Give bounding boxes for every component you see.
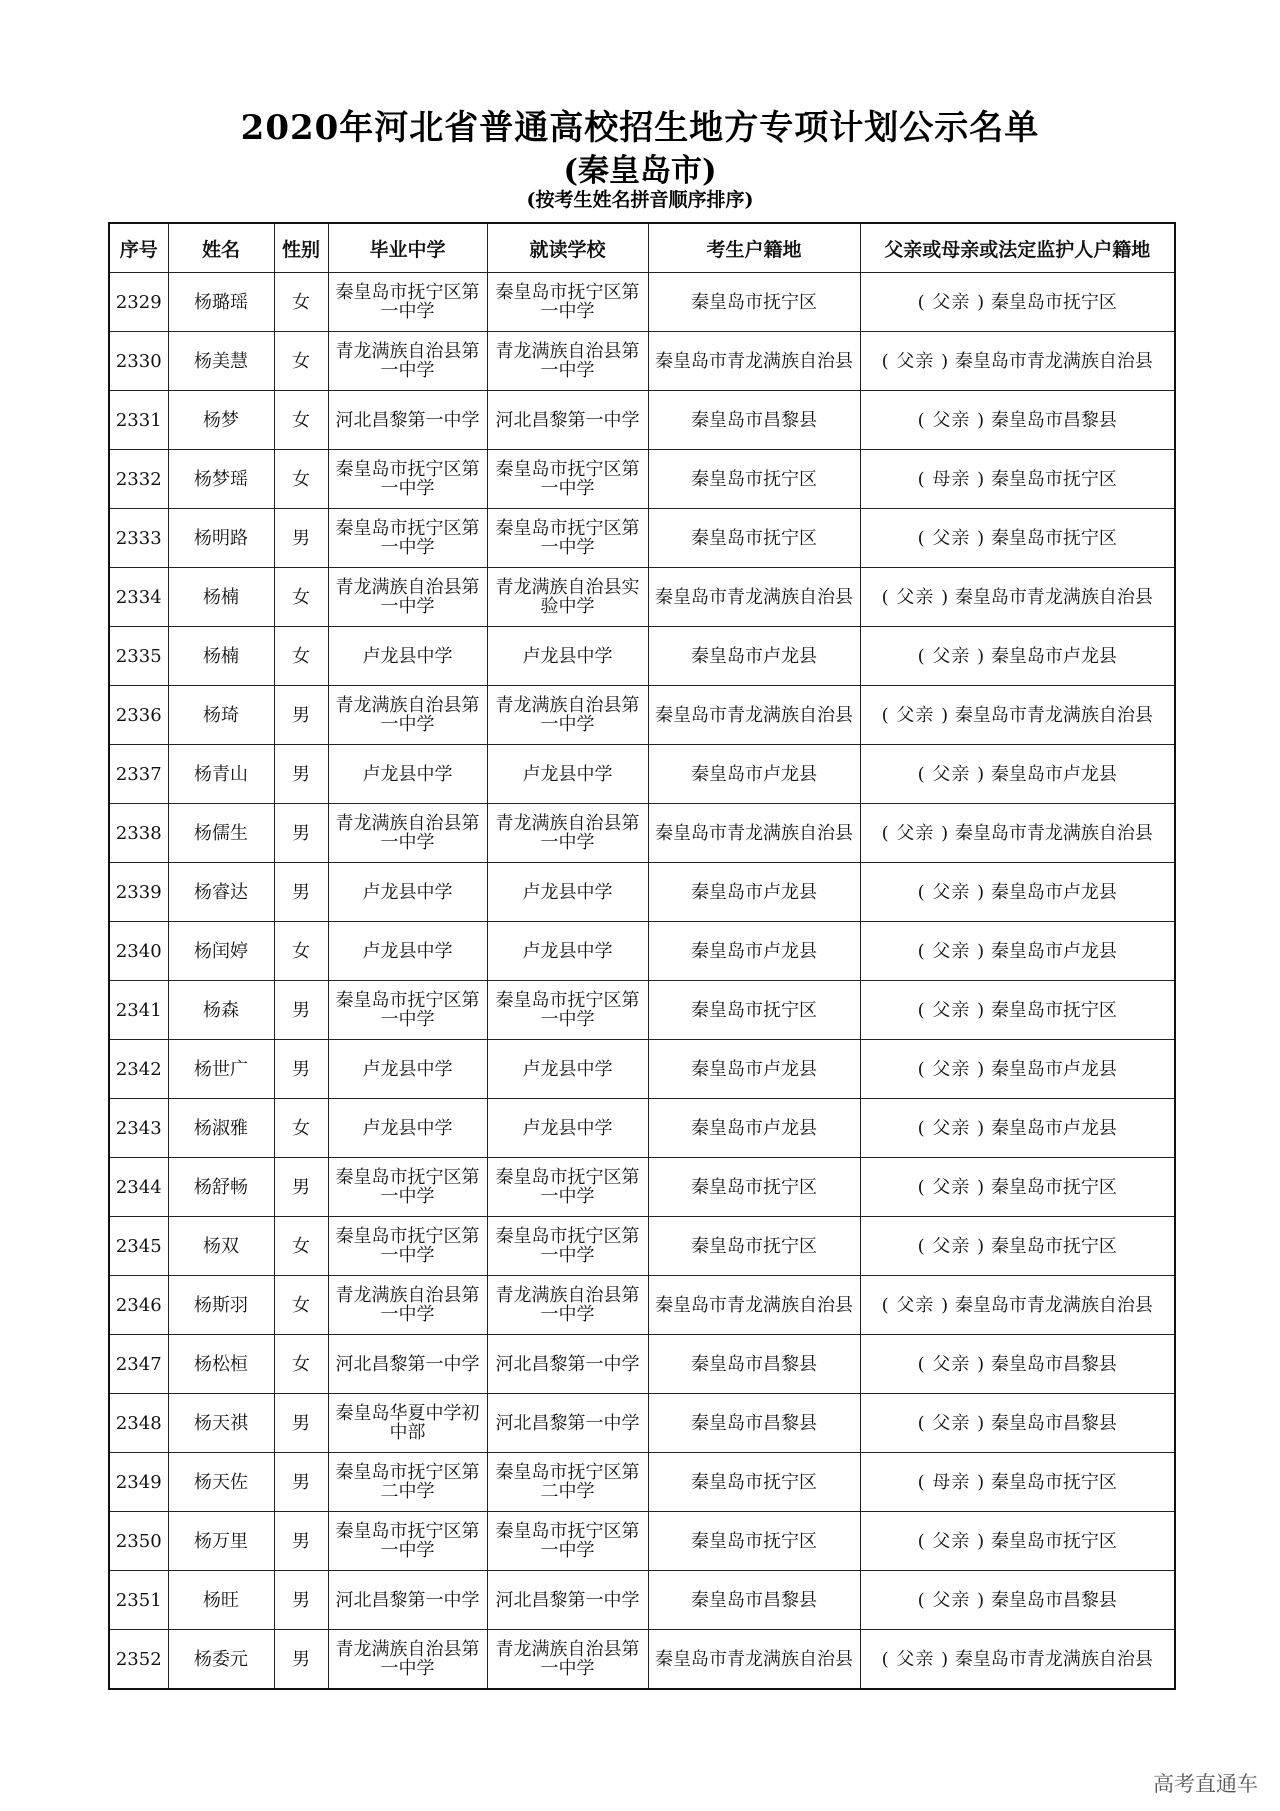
cell-household: 秦皇岛市抚宁区: [648, 273, 860, 332]
cell-seq: 2345: [109, 1217, 168, 1276]
cell-household: 秦皇岛市青龙满族自治县: [648, 332, 860, 391]
cell-study-school: 青龙满族自治县第一中学: [487, 1630, 648, 1690]
guardian-place: 秦皇岛市抚宁区: [990, 1235, 1117, 1257]
cell-household: 秦皇岛市青龙满族自治县: [648, 568, 860, 627]
cell-name: 杨斯羽: [168, 1276, 274, 1335]
cell-grad-school: 秦皇岛市抚宁区第二中学: [328, 1453, 487, 1512]
cell-grad-school: 秦皇岛市抚宁区第一中学: [328, 509, 487, 568]
table-row: [109, 745, 1175, 804]
cell-guardian-household: [860, 332, 1175, 391]
guardian-relation: ( 父亲 ): [917, 999, 986, 1021]
guardian-place: 秦皇岛市昌黎县: [990, 1589, 1117, 1611]
sort-note: (按考生姓名拼音顺序排序): [526, 189, 754, 211]
cell-household: 秦皇岛市青龙满族自治县: [648, 1276, 860, 1335]
watermark-text: 高考直通车: [1153, 1772, 1258, 1796]
header-row: [109, 223, 1175, 273]
cell-grad-school: 秦皇岛市抚宁区第一中学: [328, 1158, 487, 1217]
cell-gender: 男: [274, 1512, 328, 1571]
cell-household: 秦皇岛市抚宁区: [648, 1217, 860, 1276]
cell-guardian-household: [860, 1630, 1175, 1690]
guardian-relation: ( 父亲 ): [881, 704, 950, 726]
cell-name: 杨舒畅: [168, 1158, 274, 1217]
guardian-place: 秦皇岛市抚宁区: [990, 291, 1117, 313]
cell-seq: 2339: [109, 863, 168, 922]
cell-gender: 女: [274, 273, 328, 332]
cell-grad-school: 秦皇岛市抚宁区第一中学: [328, 273, 487, 332]
cell-grad-school: 秦皇岛市抚宁区第一中学: [328, 450, 487, 509]
cell-seq: 2342: [109, 1040, 168, 1099]
cell-gender: 女: [274, 391, 328, 450]
guardian-place: 秦皇岛市抚宁区: [990, 468, 1117, 490]
guardian-relation: ( 父亲 ): [917, 1353, 986, 1375]
cell-guardian-household: [860, 1040, 1175, 1099]
cell-guardian-household: [860, 1158, 1175, 1217]
guardian-relation: ( 父亲 ): [917, 645, 986, 667]
guardian-place: 秦皇岛市卢龙县: [990, 881, 1117, 903]
guardian-place: 秦皇岛市青龙满族自治县: [954, 704, 1153, 726]
cell-seq: 2350: [109, 1512, 168, 1571]
guardian-place: 秦皇岛市抚宁区: [990, 1530, 1117, 1552]
table-row: [109, 1217, 1175, 1276]
guardian-relation: ( 父亲 ): [917, 881, 986, 903]
cell-name: 杨美慧: [168, 332, 274, 391]
header-seq: 序号: [109, 223, 168, 273]
cell-name: 杨楠: [168, 627, 274, 686]
table-row: [109, 627, 1175, 686]
cell-name: 杨梦: [168, 391, 274, 450]
cell-study-school: 河北昌黎第一中学: [487, 1335, 648, 1394]
guardian-relation: ( 父亲 ): [881, 1294, 950, 1316]
guardian-place: 秦皇岛市青龙满族自治县: [954, 350, 1153, 372]
cell-seq: 2333: [109, 509, 168, 568]
cell-name: 杨璐瑶: [168, 273, 274, 332]
cell-guardian-household: [860, 391, 1175, 450]
cell-guardian-household: [860, 804, 1175, 863]
guardian-relation: ( 父亲 ): [917, 1530, 986, 1552]
cell-grad-school: 秦皇岛华夏中学初中部: [328, 1394, 487, 1453]
cell-household: 秦皇岛市卢龙县: [648, 745, 860, 804]
cell-guardian-household: [860, 1335, 1175, 1394]
cell-household: 秦皇岛市卢龙县: [648, 627, 860, 686]
header-name: 姓名: [168, 223, 274, 273]
cell-household: 秦皇岛市抚宁区: [648, 1512, 860, 1571]
table-row: [109, 1040, 1175, 1099]
guardian-place: 秦皇岛市卢龙县: [990, 940, 1117, 962]
cell-guardian-household: [860, 1276, 1175, 1335]
cell-household: 秦皇岛市卢龙县: [648, 1040, 860, 1099]
cell-seq: 2331: [109, 391, 168, 450]
table-row: [109, 1453, 1175, 1512]
guardian-place: 秦皇岛市青龙满族自治县: [954, 1648, 1153, 1670]
cell-study-school: 秦皇岛市抚宁区第二中学: [487, 1453, 648, 1512]
guardian-place: 秦皇岛市青龙满族自治县: [954, 586, 1153, 608]
guardian-place: 秦皇岛市昌黎县: [990, 1353, 1117, 1375]
cell-name: 杨松桓: [168, 1335, 274, 1394]
cell-seq: 2330: [109, 332, 168, 391]
table-row: [109, 273, 1175, 332]
cell-household: 秦皇岛市卢龙县: [648, 1099, 860, 1158]
cell-study-school: 青龙满族自治县第一中学: [487, 332, 648, 391]
cell-grad-school: 青龙满族自治县第一中学: [328, 568, 487, 627]
cell-study-school: 秦皇岛市抚宁区第一中学: [487, 509, 648, 568]
cell-guardian-household: [860, 627, 1175, 686]
cell-seq: 2335: [109, 627, 168, 686]
cell-guardian-household: [860, 1453, 1175, 1512]
cell-study-school: 河北昌黎第一中学: [487, 1394, 648, 1453]
cell-name: 杨儒生: [168, 804, 274, 863]
cell-name: 杨天祺: [168, 1394, 274, 1453]
cell-seq: 2351: [109, 1571, 168, 1630]
cell-name: 杨楠: [168, 568, 274, 627]
cell-household: 秦皇岛市青龙满族自治县: [648, 804, 860, 863]
cell-seq: 2334: [109, 568, 168, 627]
cell-seq: 2352: [109, 1630, 168, 1690]
cell-household: 秦皇岛市抚宁区: [648, 981, 860, 1040]
cell-guardian-household: [860, 1571, 1175, 1630]
cell-seq: 2347: [109, 1335, 168, 1394]
cell-gender: 男: [274, 804, 328, 863]
cell-name: 杨梦瑶: [168, 450, 274, 509]
cell-grad-school: 秦皇岛市抚宁区第一中学: [328, 1512, 487, 1571]
cell-study-school: 河北昌黎第一中学: [487, 391, 648, 450]
cell-guardian-household: [860, 1394, 1175, 1453]
guardian-relation: ( 父亲 ): [881, 350, 950, 372]
cell-guardian-household: [860, 686, 1175, 745]
table-row: [109, 1276, 1175, 1335]
cell-household: 秦皇岛市抚宁区: [648, 1453, 860, 1512]
cell-name: 杨委元: [168, 1630, 274, 1690]
table-row: [109, 686, 1175, 745]
cell-guardian-household: [860, 450, 1175, 509]
guardian-relation: ( 父亲 ): [917, 940, 986, 962]
cell-seq: 2349: [109, 1453, 168, 1512]
table-row: [109, 922, 1175, 981]
cell-study-school: 卢龙县中学: [487, 922, 648, 981]
guardian-place: 秦皇岛市青龙满族自治县: [954, 822, 1153, 844]
cell-gender: 女: [274, 450, 328, 509]
table-row: [109, 1158, 1175, 1217]
table-row: [109, 981, 1175, 1040]
table-row: [109, 568, 1175, 627]
guardian-place: 秦皇岛市抚宁区: [990, 999, 1117, 1021]
cell-seq: 2336: [109, 686, 168, 745]
guardian-place: 秦皇岛市昌黎县: [990, 1412, 1117, 1434]
guardian-relation: ( 父亲 ): [917, 527, 986, 549]
cell-grad-school: 青龙满族自治县第一中学: [328, 332, 487, 391]
cell-seq: 2341: [109, 981, 168, 1040]
cell-household: 秦皇岛市昌黎县: [648, 391, 860, 450]
cell-gender: 男: [274, 686, 328, 745]
cell-gender: 男: [274, 1630, 328, 1690]
cell-name: 杨旺: [168, 1571, 274, 1630]
cell-study-school: 卢龙县中学: [487, 863, 648, 922]
cell-seq: 2343: [109, 1099, 168, 1158]
cell-grad-school: 卢龙县中学: [328, 1099, 487, 1158]
cell-seq: 2337: [109, 745, 168, 804]
header-grad-school: 毕业中学: [328, 223, 487, 273]
cell-household: 秦皇岛市抚宁区: [648, 1158, 860, 1217]
guardian-relation: ( 父亲 ): [917, 1176, 986, 1198]
cell-guardian-household: [860, 568, 1175, 627]
guardian-relation: ( 父亲 ): [917, 1058, 986, 1080]
cell-grad-school: 河北昌黎第一中学: [328, 1335, 487, 1394]
table-row: [109, 391, 1175, 450]
cell-household: 秦皇岛市昌黎县: [648, 1335, 860, 1394]
table-row: [109, 863, 1175, 922]
cell-seq: 2344: [109, 1158, 168, 1217]
guardian-place: 秦皇岛市抚宁区: [990, 1471, 1117, 1493]
cell-study-school: 青龙满族自治县第一中学: [487, 686, 648, 745]
table-row: [109, 1394, 1175, 1453]
cell-guardian-household: [860, 922, 1175, 981]
cell-name: 杨淑雅: [168, 1099, 274, 1158]
cell-gender: 女: [274, 332, 328, 391]
cell-study-school: 秦皇岛市抚宁区第一中学: [487, 1217, 648, 1276]
cell-household: 秦皇岛市抚宁区: [648, 509, 860, 568]
table-row: [109, 332, 1175, 391]
cell-seq: 2348: [109, 1394, 168, 1453]
table-row: [109, 1335, 1175, 1394]
cell-guardian-household: [860, 509, 1175, 568]
guardian-relation: ( 父亲 ): [917, 763, 986, 785]
guardian-relation: ( 父亲 ): [881, 822, 950, 844]
cell-study-school: 青龙满族自治县实验中学: [487, 568, 648, 627]
table-row: [109, 509, 1175, 568]
cell-gender: 男: [274, 1571, 328, 1630]
cell-gender: 女: [274, 1099, 328, 1158]
cell-study-school: 秦皇岛市抚宁区第一中学: [487, 981, 648, 1040]
cell-gender: 男: [274, 863, 328, 922]
cell-household: 秦皇岛市抚宁区: [648, 450, 860, 509]
cell-grad-school: 秦皇岛市抚宁区第一中学: [328, 981, 487, 1040]
table-row: [109, 450, 1175, 509]
table-row: [109, 1630, 1175, 1690]
guardian-place: 秦皇岛市卢龙县: [990, 1058, 1117, 1080]
cell-guardian-household: [860, 273, 1175, 332]
table-row: [109, 1099, 1175, 1158]
cell-seq: 2338: [109, 804, 168, 863]
cell-gender: 男: [274, 509, 328, 568]
cell-study-school: 卢龙县中学: [487, 1099, 648, 1158]
table-row: [109, 804, 1175, 863]
cell-study-school: 卢龙县中学: [487, 1040, 648, 1099]
cell-gender: 男: [274, 1040, 328, 1099]
table-row: [109, 1571, 1175, 1630]
cell-study-school: 卢龙县中学: [487, 627, 648, 686]
cell-name: 杨森: [168, 981, 274, 1040]
cell-name: 杨明路: [168, 509, 274, 568]
cell-grad-school: 卢龙县中学: [328, 627, 487, 686]
cell-guardian-household: [860, 981, 1175, 1040]
header-study-school: 就读学校: [487, 223, 648, 273]
guardian-place: 秦皇岛市卢龙县: [990, 645, 1117, 667]
guardian-relation: ( 父亲 ): [881, 586, 950, 608]
guardian-relation: ( 父亲 ): [917, 1412, 986, 1434]
cell-study-school: 河北昌黎第一中学: [487, 1571, 648, 1630]
cell-gender: 女: [274, 568, 328, 627]
cell-guardian-household: [860, 745, 1175, 804]
document-subtitle: (秦皇岛市): [563, 153, 717, 189]
guardian-relation: ( 父亲 ): [881, 1648, 950, 1670]
cell-gender: 女: [274, 1217, 328, 1276]
cell-gender: 男: [274, 1453, 328, 1512]
cell-study-school: 卢龙县中学: [487, 745, 648, 804]
guardian-place: 秦皇岛市抚宁区: [990, 527, 1117, 549]
cell-gender: 男: [274, 745, 328, 804]
table-row: [109, 1512, 1175, 1571]
cell-guardian-household: [860, 1217, 1175, 1276]
guardian-place: 秦皇岛市昌黎县: [990, 409, 1117, 431]
cell-household: 秦皇岛市昌黎县: [648, 1571, 860, 1630]
cell-seq: 2332: [109, 450, 168, 509]
guardian-relation: ( 父亲 ): [917, 1117, 986, 1139]
cell-study-school: 秦皇岛市抚宁区第一中学: [487, 1158, 648, 1217]
guardian-place: 秦皇岛市卢龙县: [990, 763, 1117, 785]
guardian-relation: ( 母亲 ): [917, 468, 986, 490]
cell-study-school: 秦皇岛市抚宁区第一中学: [487, 273, 648, 332]
guardian-relation: ( 父亲 ): [917, 291, 986, 313]
cell-seq: 2329: [109, 273, 168, 332]
cell-study-school: 青龙满族自治县第一中学: [487, 804, 648, 863]
cell-gender: 男: [274, 1394, 328, 1453]
cell-name: 杨琦: [168, 686, 274, 745]
guardian-relation: ( 父亲 ): [917, 1235, 986, 1257]
cell-grad-school: 青龙满族自治县第一中学: [328, 804, 487, 863]
cell-grad-school: 卢龙县中学: [328, 922, 487, 981]
cell-name: 杨青山: [168, 745, 274, 804]
cell-household: 秦皇岛市卢龙县: [648, 922, 860, 981]
cell-household: 秦皇岛市卢龙县: [648, 863, 860, 922]
cell-household: 秦皇岛市青龙满族自治县: [648, 1630, 860, 1690]
cell-grad-school: 卢龙县中学: [328, 1040, 487, 1099]
cell-grad-school: 河北昌黎第一中学: [328, 1571, 487, 1630]
cell-household: 秦皇岛市青龙满族自治县: [648, 686, 860, 745]
cell-gender: 女: [274, 627, 328, 686]
guardian-place: 秦皇岛市卢龙县: [990, 1117, 1117, 1139]
cell-household: 秦皇岛市昌黎县: [648, 1394, 860, 1453]
cell-gender: 女: [274, 1276, 328, 1335]
cell-study-school: 秦皇岛市抚宁区第一中学: [487, 450, 648, 509]
cell-grad-school: 河北昌黎第一中学: [328, 391, 487, 450]
roster-table: [108, 222, 1176, 1690]
guardian-relation: ( 父亲 ): [917, 409, 986, 431]
cell-name: 杨双: [168, 1217, 274, 1276]
cell-grad-school: 青龙满族自治县第一中学: [328, 686, 487, 745]
cell-name: 杨天佐: [168, 1453, 274, 1512]
cell-grad-school: 卢龙县中学: [328, 863, 487, 922]
document-title: 2020年河北省普通高校招生地方专项计划公示名单: [240, 108, 1040, 148]
header-household: 考生户籍地: [648, 223, 860, 273]
cell-gender: 女: [274, 1335, 328, 1394]
cell-grad-school: 卢龙县中学: [328, 745, 487, 804]
guardian-place: 秦皇岛市青龙满族自治县: [954, 1294, 1153, 1316]
cell-grad-school: 秦皇岛市抚宁区第一中学: [328, 1217, 487, 1276]
cell-gender: 女: [274, 922, 328, 981]
cell-grad-school: 青龙满族自治县第一中学: [328, 1630, 487, 1690]
cell-name: 杨睿达: [168, 863, 274, 922]
cell-grad-school: 青龙满族自治县第一中学: [328, 1276, 487, 1335]
guardian-relation: ( 母亲 ): [917, 1471, 986, 1493]
guardian-place: 秦皇岛市抚宁区: [990, 1176, 1117, 1198]
cell-guardian-household: [860, 863, 1175, 922]
header-gender: 性别: [274, 223, 328, 273]
cell-guardian-household: [860, 1512, 1175, 1571]
cell-gender: 男: [274, 981, 328, 1040]
cell-seq: 2346: [109, 1276, 168, 1335]
cell-seq: 2340: [109, 922, 168, 981]
cell-name: 杨世广: [168, 1040, 274, 1099]
cell-gender: 男: [274, 1158, 328, 1217]
cell-study-school: 青龙满族自治县第一中学: [487, 1276, 648, 1335]
cell-name: 杨闰婷: [168, 922, 274, 981]
cell-study-school: 秦皇岛市抚宁区第一中学: [487, 1512, 648, 1571]
guardian-relation: ( 父亲 ): [917, 1589, 986, 1611]
header-guardian-household: 父亲或母亲或法定监护人户籍地: [860, 223, 1175, 273]
cell-name: 杨万里: [168, 1512, 274, 1571]
cell-guardian-household: [860, 1099, 1175, 1158]
